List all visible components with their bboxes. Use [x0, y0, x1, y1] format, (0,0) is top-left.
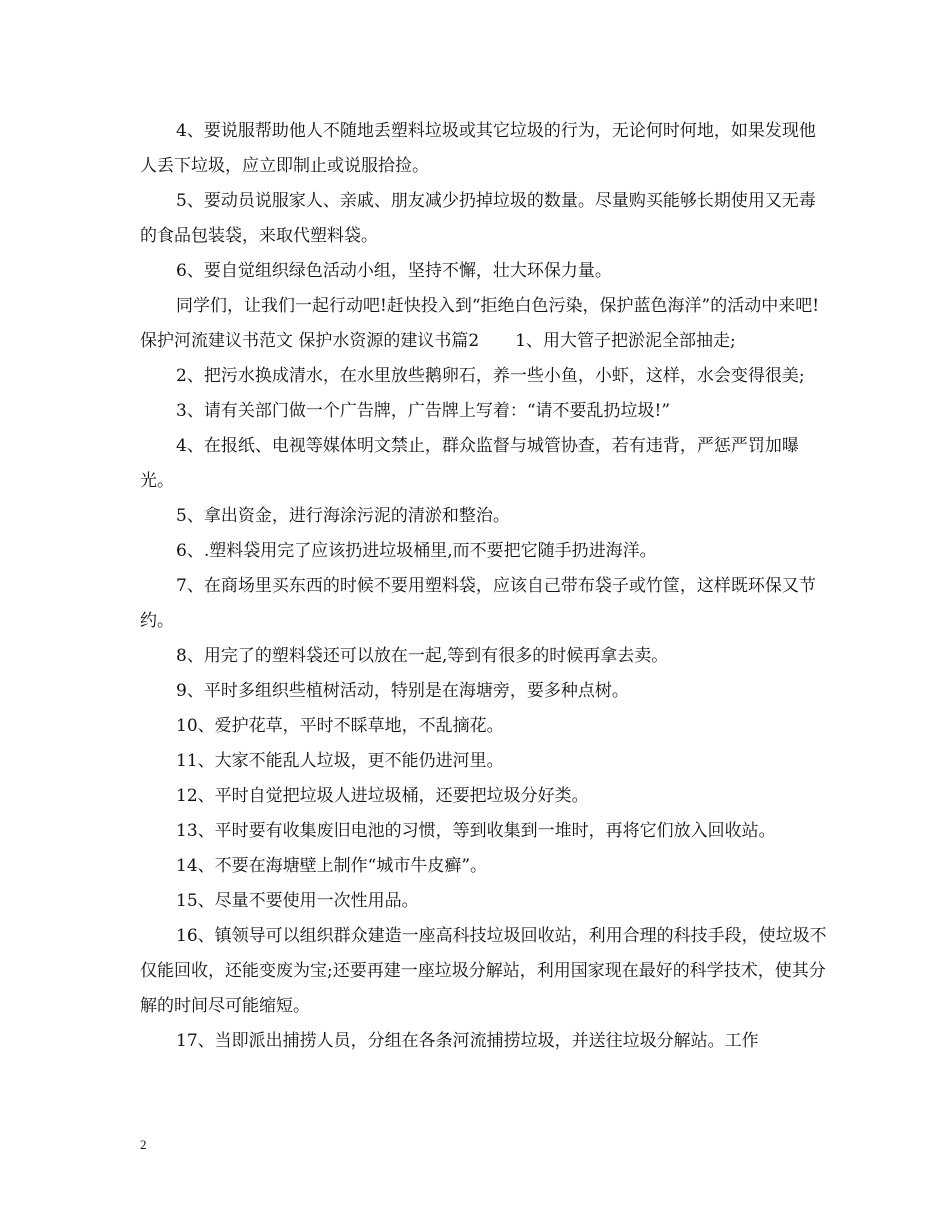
paragraph: 13、平时要有收集废旧电池的习惯，等到收集到一堆时，再将它们放入回收站。: [176, 821, 776, 841]
paragraph: 8、用完了的塑料袋还可以放在一起,等到有很多的时候再拿去卖。: [176, 646, 669, 666]
paragraph: 6、要自觉组织绿色活动小组，坚持不懈，壮大环保力量。: [176, 261, 612, 281]
paragraph: 7、在商场里买东西的时候不要用塑料袋，应该自己带布袋子或竹筐，这样既环保又节约。: [140, 576, 816, 631]
page-number: 2: [140, 1137, 147, 1152]
paragraph: 11、大家不能乱人垃圾，更不能仍进河里。: [176, 751, 504, 771]
paragraph: 4、在报纸、电视等媒体明文禁止，群众监督与城管协查，若有违背，严惩严罚加曝光。: [140, 436, 799, 491]
paragraph: 14、不要在海塘壁上制作“城市牛皮癣”。: [176, 856, 488, 876]
paragraph: 17、当即派出捕捞人员，分组在各条河流捕捞垃圾，并送往垃圾分解站。工作: [176, 1031, 759, 1051]
paragraph: 6、.塑料袋用完了应该扔进垃圾桶里,而不要把它随手扔进海洋。: [176, 541, 657, 561]
heading-first-item: 1、用大管子把淤泥全部抽走;: [515, 331, 736, 351]
paragraph: 5、要动员说服家人、亲戚、朋友减少扔掉垃圾的数量。尽量购买能够长期使用又无毒的食品包装袋，来取代塑料袋。: [140, 191, 816, 246]
paragraph: 12、平时自觉把垃圾人进垃圾桶，还要把垃圾分好类。: [176, 786, 589, 806]
paragraph: 9、平时多组织些植树活动，特别是在海塘旁，要多种点树。: [176, 681, 629, 701]
paragraph: 2、把污水换成清水，在水里放些鹅卵石，养一些小鱼，小虾，这样，水会变得很美;: [176, 366, 805, 386]
paragraph: 4、要说服帮助他人不随地丢塑料垃圾或其它垃圾的行为，无论何时何地，如果发现他人丢下垃圾，应立即制止或说服拾捡。: [140, 121, 816, 176]
paragraph: 16、镇领导可以组织群众建造一座高科技垃圾回收站，利用合理的科技手段，使垃圾不仅能回收，还能变废为宝;还要再建一座垃圾分解站，利用国家现在最好的科学技术，使其分解的时间尽可能缩短。: [140, 926, 827, 1016]
section-heading: 保护河流建议书范文 保护水资源的建议书篇2: [140, 331, 480, 351]
paragraph: 5、拿出资金，进行海涂污泥的清淤和整治。: [176, 506, 510, 526]
paragraph: 15、尽量不要使用一次性用品。: [176, 891, 419, 911]
document-body: [140, 114, 830, 1059]
paragraph: 10、爱护花草，平时不睬草地，不乱摘花。: [176, 716, 504, 736]
paragraph: 3、请有关部门做一个广告牌，广告牌上写着：“请不要乱扔垃圾!”: [176, 401, 671, 421]
section-heading-line: [140, 324, 830, 359]
paragraph: 同学们，让我们一起行动吧!赶快投入到“拒绝白色污染，保护蓝色海洋”的活动中来吧!: [176, 296, 820, 316]
